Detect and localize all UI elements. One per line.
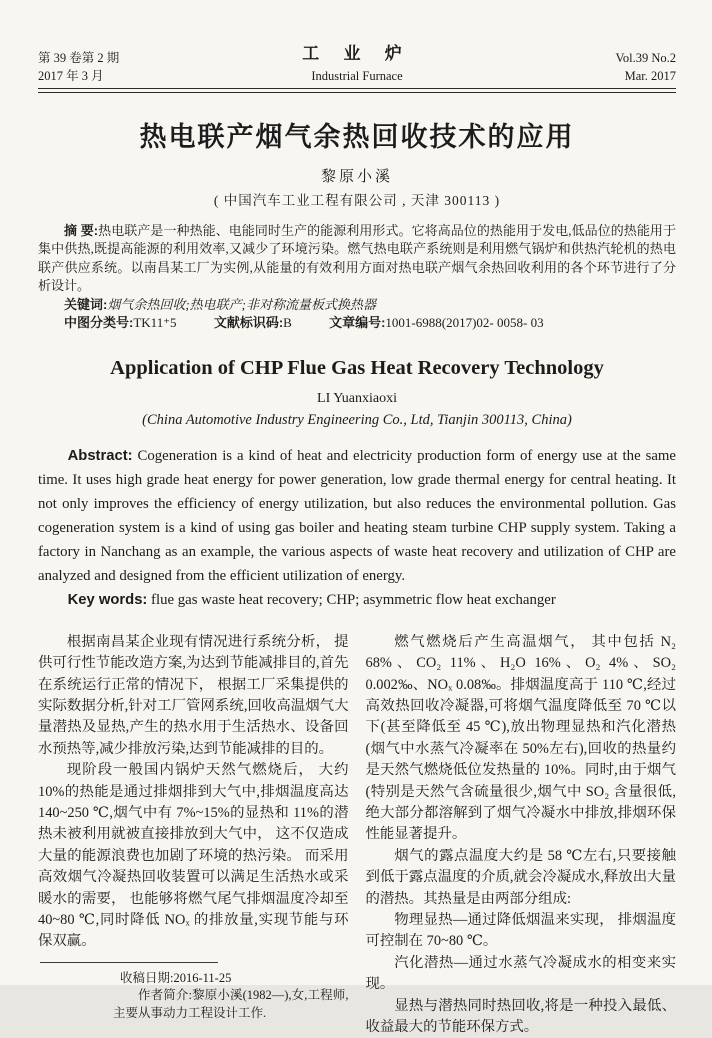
body-paragraph: 现阶段一般国内锅炉天然气燃烧后， 大约10%的热能是通过排烟排到大气中,排烟温度高达140~250 ℃,烟气中有 7%~15%的显热和 11%的潜热未被利用就被直接排放到大气中， 这不仅造成大量的能源浪费也加剧了环境的热污染。 而采用高效烟气冷凝热回收装置可以满足生活热水或采暖水的需要， 也能够将燃气尾气排烟温度冷却至40~80 ℃,同时降低 NOₓ 的排放量,实现节能与环保双赢。	[38, 762, 349, 950]
body-paragraph: 燃气燃烧后产生高温烟气， 其中包括 N₂ 68%、CO₂ 11%、H₂O 16%、O₂ 4%、SO₂ 0.002‰、NOₓ 0.08‰。排烟温度高于 110 ℃,经过高效热回收冷凝器,可将烟气温度降低至 70 ℃以下(甚至降低至 45 ℃),放出物理显热和汽化潜热(烟气中水蒸气冷凝率在 50%左右),回收的热量约是天然气燃烧低位发热量的 10%。同时,由于烟气(特别是天然气含硫量很少,烟气中 SO₂ 含量很低,绝大部分都溶解到了烟气冷凝水中排放,排烟环保性能显著提升。	[365, 633, 676, 843]
body-paragraph: 物理显热—通过降低烟温来实现， 排烟温度可控制在 70~80 ℃。	[365, 912, 676, 950]
keywords-cn	[38, 296, 676, 315]
clc-value: TK11⁺5	[133, 315, 177, 331]
header-journal-name	[188, 42, 526, 85]
vol-date: Mar. 2017	[624, 68, 676, 83]
article-id-label: 文章编号:	[329, 315, 386, 331]
body-columns	[38, 632, 676, 1038]
doc-code-pair	[214, 315, 292, 330]
keywords-en	[38, 588, 676, 612]
header-vol-info	[526, 49, 676, 85]
body-paragraph: 根据南昌某企业现有情况进行系统分析， 提供可行性节能改造方案,为达到节能减排目的,首先在系统运行正常的情况下， 根据工厂采集提供的实际数据分析,针对工厂管网系统,回收高温烟气大量潜热及显热,产生的热水用于生活热水、设备回水预热等,减少排放污染,达到节能减排的目的。	[38, 633, 349, 757]
body-paragraph: 烟气的露点温度大约是 58 ℃左右,只要接触到低于露点温度的介质,就会冷凝成水,释放出大量的潜热。其热量是由两部分组成:	[365, 847, 676, 907]
author-bio-label: 作者简介:	[138, 988, 192, 1003]
author-name-en: LI Yuanxiaoxi	[317, 390, 397, 406]
received-date-value: 2016-11-25	[173, 970, 232, 985]
article-title-cn: 热电联产烟气余热回收技术的应用	[139, 121, 575, 152]
author-bio-line	[38, 987, 349, 1022]
header-double-rule	[38, 88, 676, 93]
author-bio-value: 黎原小溪(1982—),女,工程师,主要从事动力工程设计工作.	[113, 988, 349, 1020]
keywords-cn-text: 烟气余热回收;热电联产;非对称流量板式换热器	[107, 296, 377, 312]
article-id-pair	[329, 315, 544, 330]
abstract-cn-label: 摘 要:	[64, 222, 99, 238]
affiliation-cn: ( 中国汽车工业工程有限公司 , 天津 300113 )	[213, 192, 501, 208]
issue-date: 2017 年 3 月	[38, 68, 104, 83]
keywords-en-text: flue gas waste heat recovery; CHP; asymmetric flow heat exchanger	[147, 591, 556, 608]
abstract-cn-text: 热电联产是一种热能、电能同时生产的能源利用形式。它将高品位的热能用于发电,低品位的热能用于集中供热,既提高能源的利用效率,又减少了环境污染。燃气热电联产系统则是利用燃气锅炉和供热汽轮机的热电联产供应系统。以南昌某工厂为实例,从能量的有效利用方面对热电联产烟气余热回收利用的各个环节进行了分析设计。	[38, 222, 676, 294]
body-paragraph: 汽化潜热—通过水蒸气冷凝成水的相变来实现。	[365, 954, 676, 993]
received-date-line	[38, 970, 349, 988]
doc-code-value: B	[283, 315, 292, 331]
clc-label: 中图分类号:	[64, 315, 134, 331]
abstract-cn-block	[38, 222, 676, 333]
footnote-rule	[40, 962, 218, 963]
abstract-en-label: Abstract:	[67, 447, 133, 464]
journal-header	[38, 42, 676, 85]
abstract-en-block	[38, 444, 676, 612]
abstract-en-text: Cogeneration is a kind of heat and electricity production form of energy use at the same time. It uses high grade heat energy for power generation, low grade thermal energy for central heating. It not only improves the efficiency of energy utilization, but also reduces the environmental pollution. Gas cogeneration system is a kind of using gas boiler and heating steam turbine CHP supply system. Taking a factory in Nanchang as an example, the various aspects of waste heat recovery and utilization of CHP are analyzed and designed from the efficient utilization of energy.	[38, 447, 676, 584]
classification-line	[38, 314, 676, 333]
journal-title-cn: 工 业 炉	[302, 44, 412, 63]
journal-title-en: Industrial Furnace	[311, 68, 403, 83]
doc-code-label: 文献标识码:	[213, 315, 284, 331]
footnote-block	[38, 962, 349, 1023]
vol-number: Vol.39 No.2	[615, 50, 676, 65]
body-paragraph: 显热与潜热同时热回收,将是一种投入最低、收益最大的节能环保方式。	[365, 997, 676, 1036]
header-issue-info	[38, 49, 188, 85]
issue-volume: 第 39 卷第 2 期	[38, 50, 120, 65]
article-title-en: Application of CHP Flue Gas Heat Recovery Technology	[110, 356, 604, 379]
left-column	[38, 632, 349, 1038]
keywords-cn-label: 关键词:	[64, 296, 108, 312]
affiliation-en: (China Automotive Industry Engineering Co., Ltd, Tianjin 300113, China)	[142, 411, 572, 428]
clc-pair	[64, 315, 177, 330]
abstract-en	[38, 444, 676, 588]
article-id-value: 1001-6988(2017)02- 0058- 03	[385, 315, 544, 331]
keywords-en-label: Key words:	[67, 591, 148, 608]
abstract-cn	[38, 222, 676, 296]
right-column	[366, 632, 677, 1038]
received-date-label: 收稿日期:	[120, 970, 174, 985]
author-name-cn: 黎原小溪	[320, 168, 393, 185]
